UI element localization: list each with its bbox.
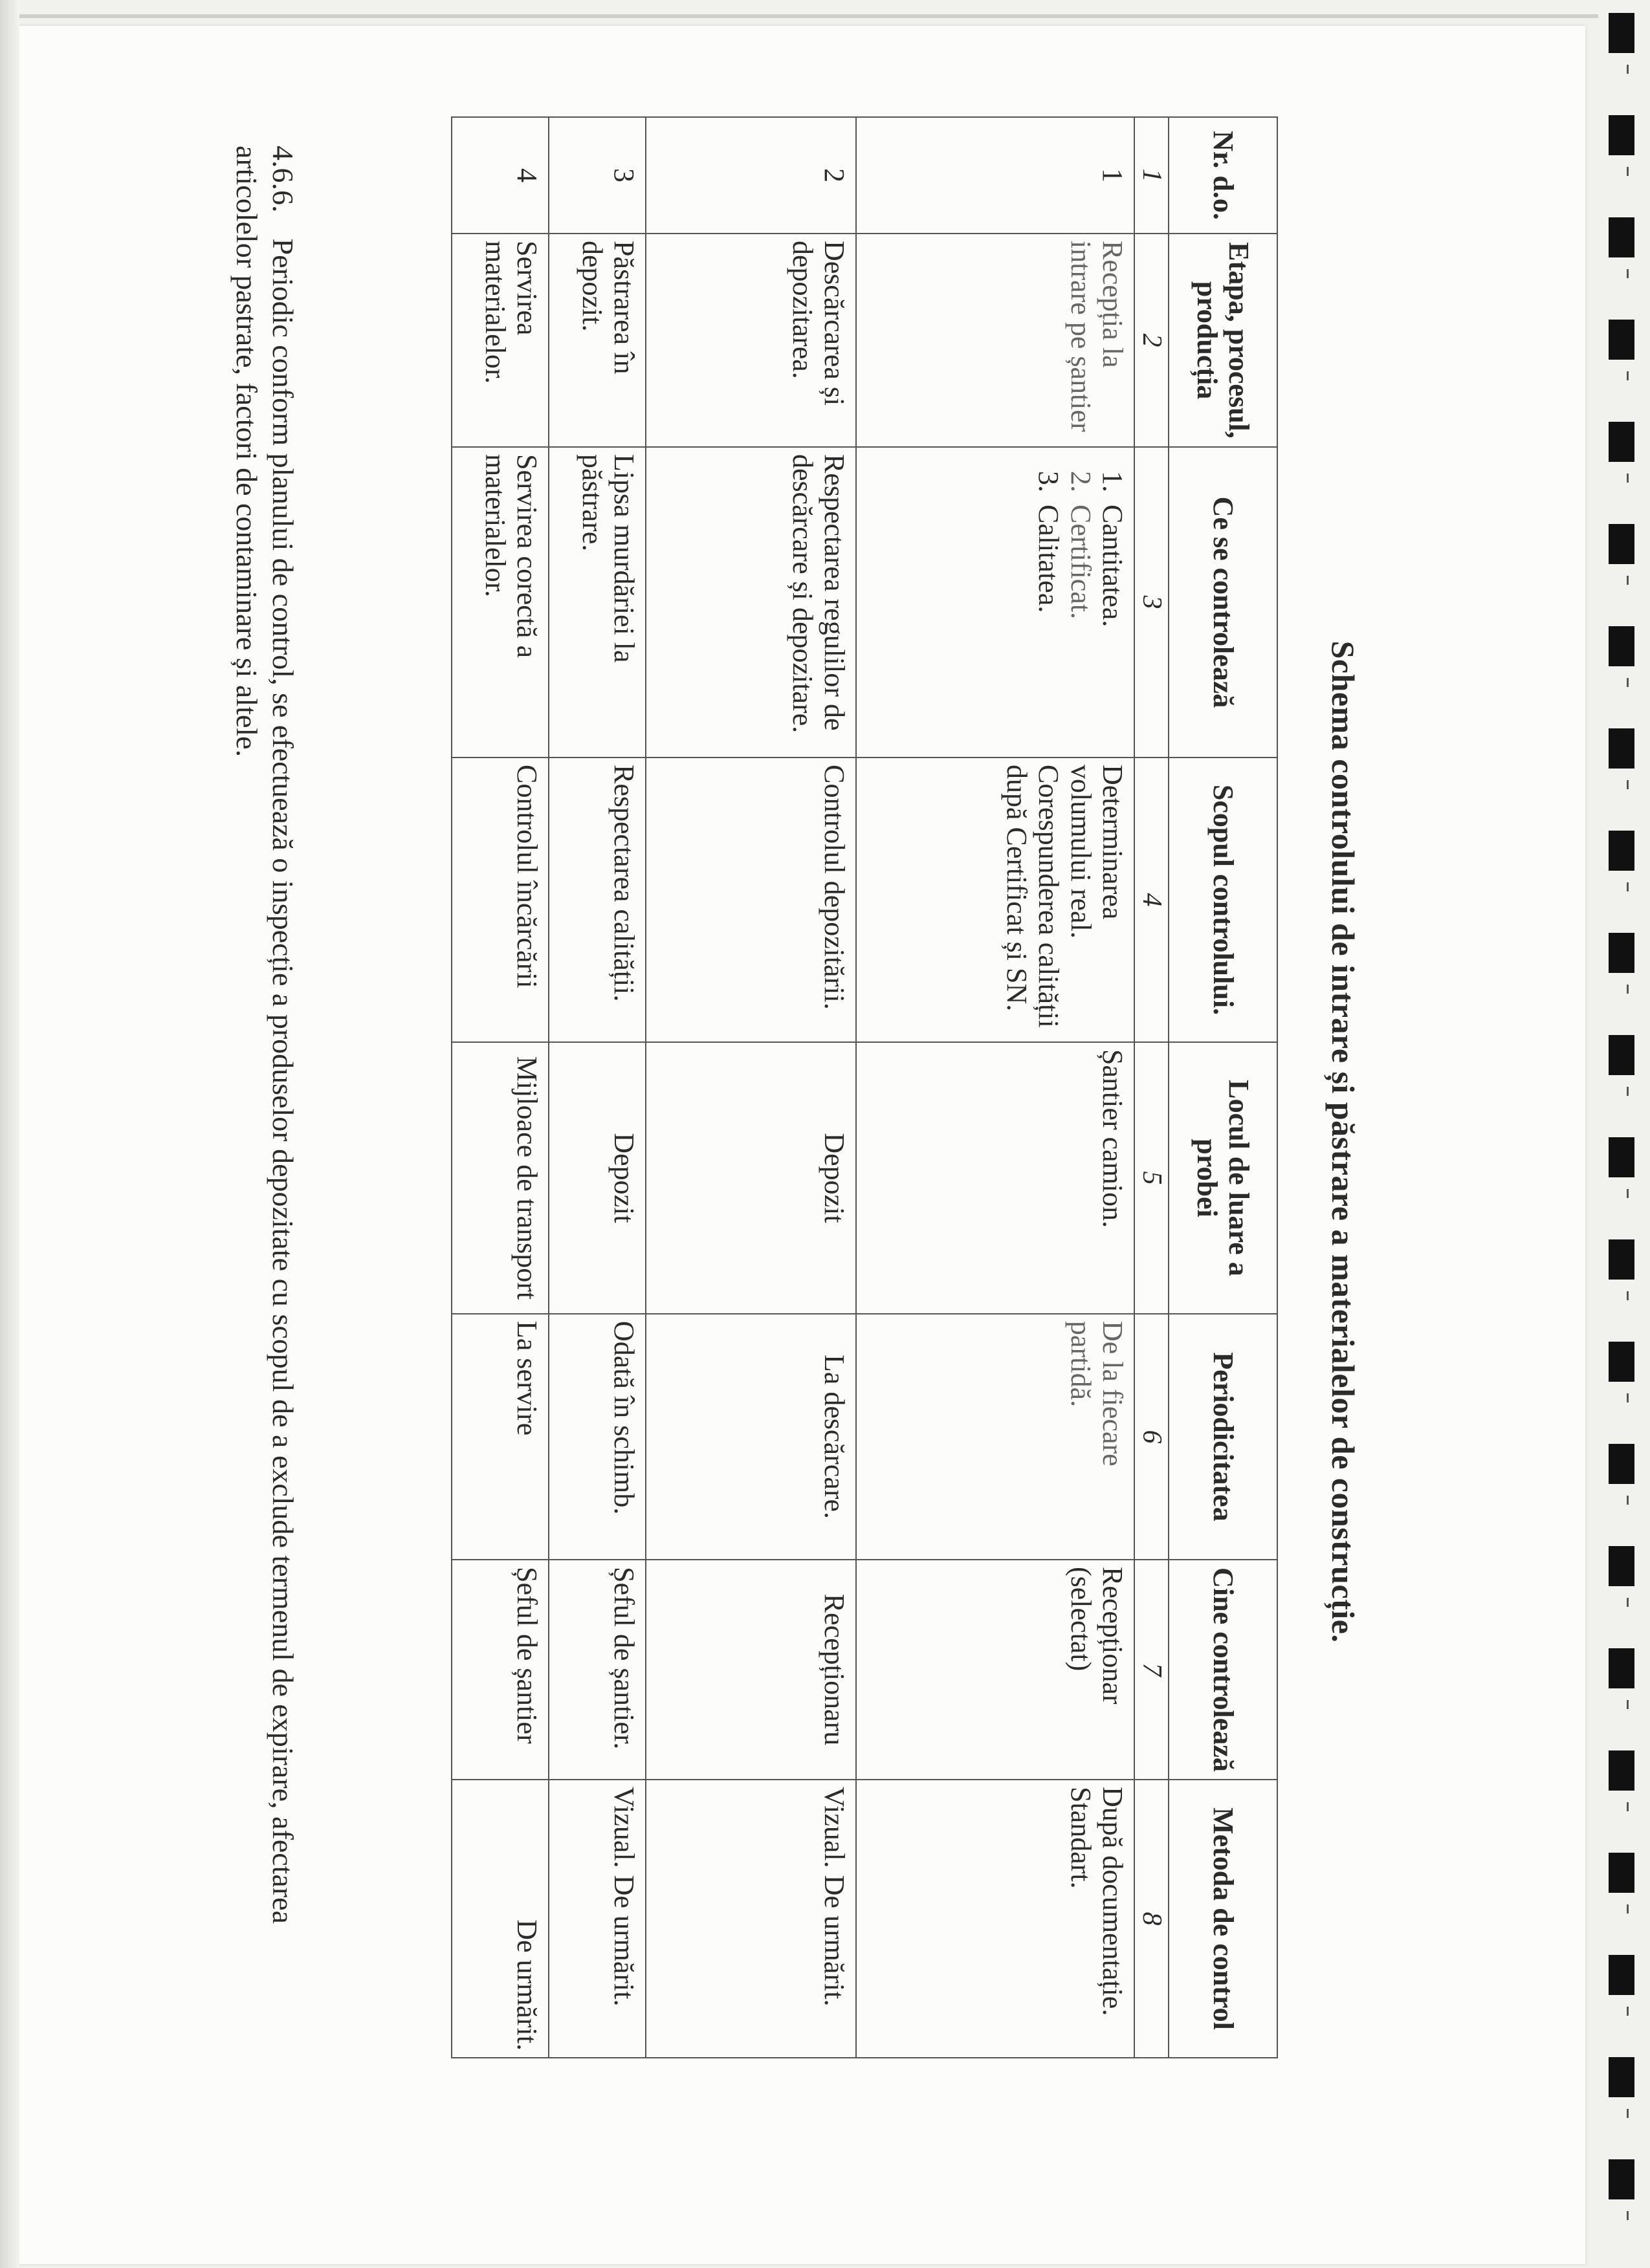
sampling-place-cell: Depozit: [646, 1042, 856, 1314]
note-number: 4.6.6.: [267, 146, 300, 213]
binding-ring: [1609, 1853, 1634, 1893]
binding-ring: [1609, 1035, 1634, 1075]
binding-ring: [1609, 115, 1634, 155]
binding-tick: [1627, 167, 1629, 176]
binding-tick: [1627, 1904, 1629, 1914]
table-row: [646, 117, 856, 2058]
binding-tick: [1627, 678, 1629, 687]
binding-tick: [1627, 2109, 1629, 2118]
table-row: [452, 117, 549, 2058]
method-cell: Vizual. De urmărit.: [646, 1780, 856, 2058]
note-text: Periodic conform planului de control, se efectuează o inspecție a produselor depozitate cu scopul de a exclude termenul de expirare, afectarea articolelor pastrate, factori de contaminare și altele.: [230, 146, 300, 1924]
column-number: 3: [1134, 447, 1169, 758]
list-item: 2. Certificat.: [1064, 499, 1096, 750]
binding-tick: [1627, 1802, 1629, 1811]
purpose-cell: Controlul încărcării: [452, 758, 549, 1042]
binding-tick: [1627, 2211, 1629, 2220]
binding-ring: [1609, 831, 1634, 871]
binding-tick: [1627, 1087, 1629, 1096]
column-number: 8: [1134, 1780, 1169, 2058]
purpose-cell: Controlul depozitării.: [646, 758, 856, 1042]
sampling-place-cell: Mijloace de transport: [452, 1042, 549, 1314]
binding-ring: [1609, 1750, 1634, 1791]
binding-tick: [1627, 1393, 1629, 1402]
binding-tick: [1627, 1598, 1629, 1607]
binding-ring: [1609, 422, 1634, 462]
header-cell: Etapa, procesul, producția: [1169, 234, 1277, 447]
note-paragraph: [228, 146, 301, 2034]
method-cell: Vizual. De urmărit.: [549, 1780, 646, 2058]
binding-tick: [1627, 269, 1629, 278]
periodicity-cell: La servire: [452, 1314, 549, 1560]
binding-ring: [1609, 626, 1634, 666]
purpose-cell: Determinarea volumului real. Corespunderea calității după Certificat și SN.: [856, 758, 1134, 1042]
binding-ring: [1609, 524, 1634, 564]
binding-tick: [1627, 1189, 1629, 1198]
header-cell: Locul de luare a probei: [1169, 1042, 1277, 1314]
binding-ring: [1609, 1955, 1634, 1995]
binding-ring: [1609, 728, 1634, 769]
binding-tick: [1627, 474, 1629, 483]
controller-cell: Recepționaru: [646, 1560, 856, 1780]
top-edge-line: [0, 14, 1598, 18]
binding-ring: [1609, 1444, 1634, 1484]
controller-cell: Recepționar (selectat): [856, 1560, 1134, 1780]
page-title: Schema controlului de intrare și păstrare a materialelor de construcție.: [1325, 640, 1361, 1643]
row-number: 3: [549, 117, 646, 234]
binding-ring: [1609, 933, 1634, 973]
binding-tick: [1627, 1700, 1629, 1709]
table-row: [549, 117, 646, 2058]
binding-tick: [1627, 780, 1629, 789]
rotated-content: [210, 84, 1362, 2199]
row-number: 2: [646, 117, 856, 234]
column-number: 2: [1134, 234, 1169, 447]
row-number: 1: [856, 117, 1134, 234]
binding-ring: [1609, 1648, 1634, 1688]
checked-list: [1033, 454, 1128, 750]
binding-tick: [1627, 2007, 1629, 2016]
header-cell: Ce se controlează: [1169, 447, 1277, 758]
table-row: [856, 117, 1134, 2058]
binding-tick: [1627, 371, 1629, 380]
stage-cell: Descărcarea și depozitarea.: [646, 234, 856, 447]
column-number: 7: [1134, 1560, 1169, 1780]
sampling-place-cell: Șantier camion.: [856, 1042, 1134, 1314]
checked-cell: [856, 447, 1134, 758]
column-number: 5: [1134, 1042, 1169, 1314]
binding-tick: [1627, 576, 1629, 585]
header-cell: Nr. d.o.: [1169, 117, 1277, 234]
controller-cell: Șeful de șantier.: [549, 1560, 646, 1780]
binding-ring: [1609, 1137, 1634, 1177]
header-cell: Metoda de control: [1169, 1780, 1277, 2058]
checked-cell: Respectarea regulilor de descărcare și depozitare.: [646, 447, 856, 758]
stage-cell: Păstrarea în depozit.: [549, 234, 646, 447]
controller-cell: Șeful de șantier: [452, 1560, 549, 1780]
checked-cell: Lipsa murdăriei la păstrare.: [549, 447, 646, 758]
binding-ring: [1609, 1546, 1634, 1586]
method-cell: După documentație. Standart.: [856, 1780, 1134, 2058]
table-header-row: [1169, 117, 1277, 2058]
binding-ring: [1609, 2057, 1634, 2097]
column-number: 1: [1134, 117, 1169, 234]
checked-cell: Servirea corectă a materialelor.: [452, 447, 549, 758]
binding-tick: [1627, 1496, 1629, 1505]
list-item: 1. Cantitatea.: [1097, 499, 1128, 750]
periodicity-cell: De la fiecare partidă.: [856, 1314, 1134, 1560]
header-cell: Cine controlează: [1169, 1560, 1277, 1780]
binding-ring: [1609, 1239, 1634, 1280]
purpose-cell: Respectarea calității.: [549, 758, 646, 1042]
column-number-row: [1134, 117, 1169, 2058]
binding-tick: [1627, 882, 1629, 891]
binding-ring: [1609, 13, 1634, 53]
periodicity-cell: La descărcare.: [646, 1314, 856, 1560]
method-cell: De urmărit.: [452, 1780, 549, 2058]
binding-tick: [1627, 985, 1629, 994]
column-number: 4: [1134, 758, 1169, 1042]
page-left-edge: [0, 0, 19, 2268]
binding-ring: [1609, 1342, 1634, 1382]
control-table: [451, 116, 1278, 2058]
binding-ring: [1609, 217, 1634, 257]
binding-tick: [1627, 65, 1629, 74]
periodicity-cell: Odată în schimb.: [549, 1314, 646, 1560]
binding-tick: [1627, 1291, 1629, 1300]
sampling-place-cell: Depozit: [549, 1042, 646, 1314]
list-item: 3. Calitatea.: [1033, 499, 1064, 750]
stage-cell: Servirea materialelor.: [452, 234, 549, 447]
binding-ring: [1609, 320, 1634, 360]
stage-cell: Recepția la intrare pe șantier: [856, 234, 1134, 447]
column-number: 6: [1134, 1314, 1169, 1560]
row-number: 4: [452, 117, 549, 234]
header-cell: Periodicitatea: [1169, 1314, 1277, 1560]
header-cell: Scopul controlului.: [1169, 758, 1277, 1042]
binding-ring: [1609, 2159, 1634, 2199]
spiral-binding: [1603, 0, 1650, 2268]
